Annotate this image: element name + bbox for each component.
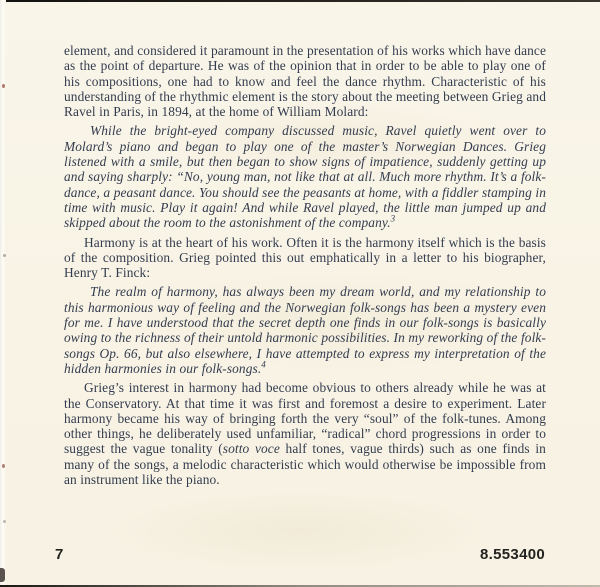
scan-edge-strip <box>0 0 6 587</box>
scan-speck <box>3 254 6 257</box>
paragraph-body: Harmony is at the heart of his work. Often it is the harmony itself which is the basis of the composition. Grieg pointed this out emphatically in a letter to his biographer, Henry T. Finck: <box>64 234 546 281</box>
paragraph-body: Grieg’s interest in harmony had become obvious to others already while he was at the Conservatory. At that time it was first and foremost a desire to experiment. Later harmony became his way of bringing forth the very “soul” of the folk-tunes. Among other things, he deliberately used unfamiliar, “radical” chord progressions in order to suggest the vague tonality (sotto voce half tones, vague thirds) such as one finds in many of the songs, a melodic characteristic which would otherwise be impossible from an instrument like the piano. <box>64 380 546 488</box>
scan-speck <box>2 464 5 468</box>
page-number: 7 <box>55 546 64 563</box>
catalog-number: 8.553400 <box>480 546 545 563</box>
page-footer <box>0 546 600 566</box>
scan-speck <box>3 520 6 523</box>
paragraph-body: element, and considered it paramount in the presentation of his works which have dance as the point of departure. He was of the opinion that in order to be able to play one of his compositions, one had to know and feel the dance rhythm. Characteristic of his understanding of the rhythmic element is the story about the meeting between Grieg and Ravel in Paris, in 1894, at the home of William Molard: <box>64 43 546 120</box>
paragraph-quote: While the bright-eyed company discussed music, Ravel quietly went over to Molard’s piano and began to play one of the master’s Norwegian Dances. Grieg listened with a smile, but then began to show signs of impatience, suddenly getting up and saying sharply: “No, young man, not like that at all. Much more rhythm. It’s a folk-dance, a peasant dance. You should see the peasants at home, with a fiddler stamping in time with music. Play it again! And while Ravel played, the little man jumped up and skipped about the room to the astonishment of the company.$^3$ <box>64 123 546 231</box>
text-block <box>64 43 546 491</box>
scan-smudge <box>0 568 5 582</box>
paragraph-quote: The realm of harmony, has always been my dream world, and my relationship to this harmonious way of feeling and the Norwegian folk-songs has been a mystery even for me. I have understood that the secret depth one finds in our folk-songs is basically owing to the richness of their untold harmonic possibilities. In my reworking of the folk-songs Op. 66, but also elsewhere, I have attempted to express my interpretation of the hidden harmonies in our folk-songs.$^4$ <box>64 284 546 376</box>
page-top-edge <box>0 0 600 2</box>
scan-speck <box>2 84 5 88</box>
